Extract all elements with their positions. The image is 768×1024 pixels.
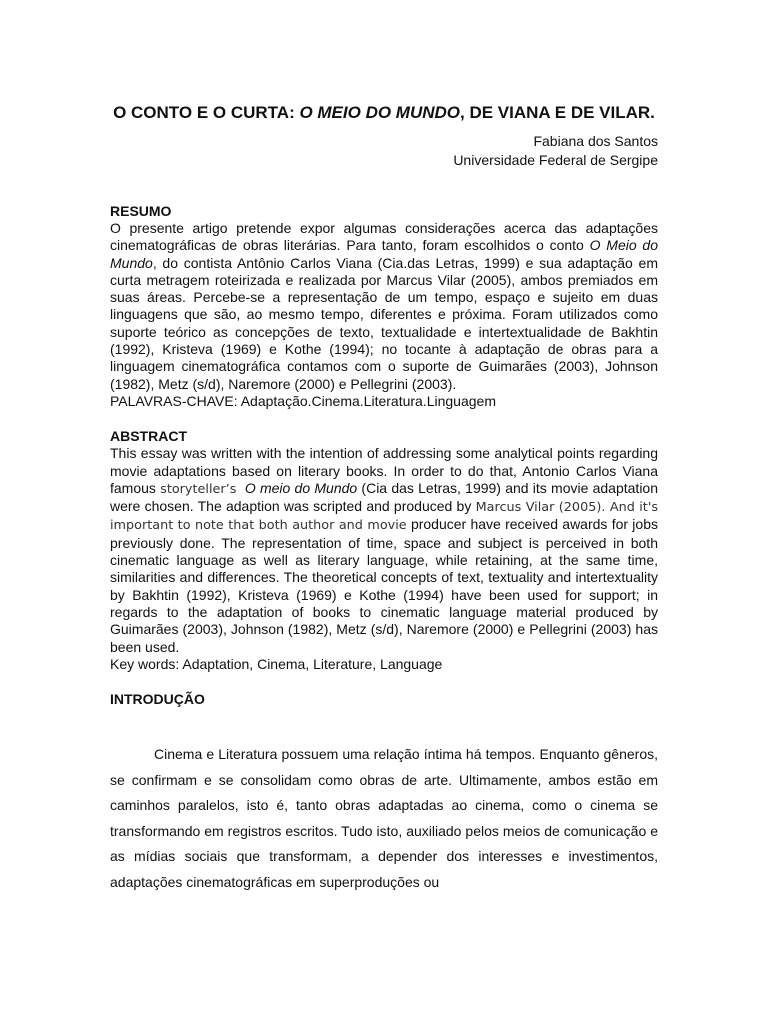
author-affiliation: Universidade Federal de Sergipe: [453, 152, 658, 168]
abstract-text-alt-1: storyteller’s: [160, 481, 237, 497]
author-name: Fabiana dos Santos: [533, 133, 658, 149]
abstract-text-space: [236, 480, 244, 496]
introducao-paragraph: Cinema e Literatura possuem uma relação íntima há tempos. Enquanto gêneros, se confirmam e se consolidam como obras de arte. Ultimamente, ambos estão em caminhos paralelos, isto é, tanto obras adaptadas ao cinema, como o cinema se transformando em registros escritos. Tudo isto, auxiliado pelos meios de comunicação e as mídias sociais que transformam, a depender dos interesses e investimentos, adaptações cinematográficas em superproduções ou: [110, 746, 658, 890]
introducao-heading: INTRODUÇÃO: [110, 691, 205, 708]
document-page: [110, 96, 658, 909]
abstract-text-alt-2: Marcus Vilar (2005). And it's important to note that both author and movie: [110, 500, 659, 534]
title-part-2: , DE VIANA E DE VILAR.: [460, 103, 655, 122]
abstract-text-a: This essay was written with the intention of addressing some analytical points regarding movie adaptations based on literary books. In order to do that, Antonio Carlos Viana famous: [110, 445, 658, 496]
resumo-text-italic: O Meio do Mundo: [110, 237, 658, 271]
abstract-keywords: Key words: Adaptation, Cinema, Literature, Language: [110, 655, 443, 672]
abstract-text: [110, 445, 658, 656]
resumo-text: [110, 220, 658, 393]
abstract-text-c: producer have received awards for jobs previously done. The representation of time, space and subject is perceived in both cinematic language as well as literary language, while retaining, at the same time, similarities and differences. The theoretical concepts of text, textuality and intertextuality by Bakhtin (1992), Kristeva (1969) e Kothe (1994) have been used for support; in regards to the adaptation of books to cinematic language material produced by Guimarães (2003), Johnson (1982), Metz (s/d), Naremore (2000) e Pellegrini (2003) has been used.: [110, 516, 658, 655]
resumo-heading: RESUMO: [110, 203, 172, 219]
abstract-heading: ABSTRACT: [110, 428, 187, 445]
resumo-text-b: , do contista Antônio Carlos Viana (Cia.das Letras, 1999) e sua adaptação em curta metragem roteirizada e realizada por Marcus Vilar (2005), ambos premiados em suas áreas. Percebe-se a representação de um tempo, espaço e sujeito em duas linguagens que são, ao mesmo tempo, diferentes e próxima. Foram utilizados como suporte teórico as concepções de texto, textualidade e intertextualidade de Bakhtin (1992), Kristeva (1969) e Kothe (1994); no tocante à adaptação de obras para a linguagem cinematográfica contamos com o suporte de Guimarães (2003), Johnson (1982), Metz (s/d), Naremore (2000) e Pellegrini (2003).: [110, 254, 658, 392]
resumo-keywords: PALAVRAS-CHAVE: Adaptação.Cinema.Literatura.Linguagem: [110, 392, 496, 409]
resumo-text-a: O presente artigo pretende expor algumas considerações acerca das adaptações cinematográficas de obras literárias. Para tanto, foram escolhidos o conto: [110, 220, 658, 254]
abstract-text-b: (Cia das Letras, 1999) and its movie adaptation were chosen. The adaption was scripted and produced by: [110, 479, 658, 515]
author-block: [110, 132, 658, 170]
title-part-1: O CONTO E O CURTA:: [113, 103, 300, 122]
title-italic: O MEIO DO MUNDO: [299, 103, 461, 122]
paper-title: [110, 96, 658, 129]
abstract-text-italic: O meio do Mundo: [244, 479, 358, 496]
